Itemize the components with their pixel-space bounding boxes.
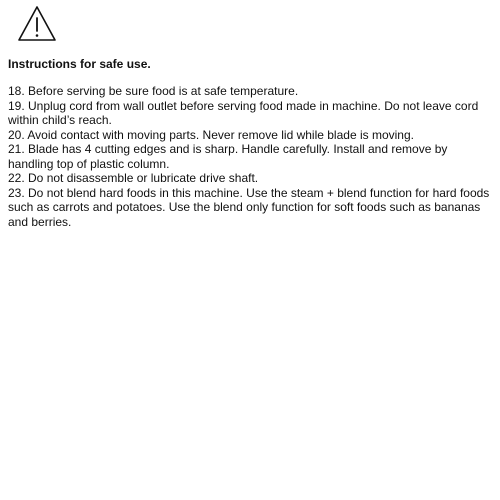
instruction-item: 21. Blade has 4 cutting edges and is sharp. Handle carefully. Install and remove by handling top of plastic column. bbox=[8, 142, 448, 171]
instruction-list bbox=[8, 84, 492, 229]
warning-triangle-icon bbox=[16, 4, 58, 44]
section-title: Instructions for safe use. bbox=[8, 57, 151, 71]
instruction-item: 23. Do not blend hard foods in this machine. Use the steam + blend function for hard foods such as carrots and potatoes. Use the blend only function for soft foods such as bananas and berries. bbox=[8, 185, 490, 229]
instruction-item: 20. Avoid contact with moving parts. Never remove lid while blade is moving. bbox=[8, 127, 414, 142]
instruction-item: 18. Before serving be sure food is at safe temperature. bbox=[8, 84, 299, 98]
instruction-item: 22. Do not disassemble or lubricate drive shaft. bbox=[8, 171, 259, 185]
instruction-item: 19. Unplug cord from wall outlet before serving food made in machine. Do not leave cord within child’s reach. bbox=[8, 98, 479, 127]
